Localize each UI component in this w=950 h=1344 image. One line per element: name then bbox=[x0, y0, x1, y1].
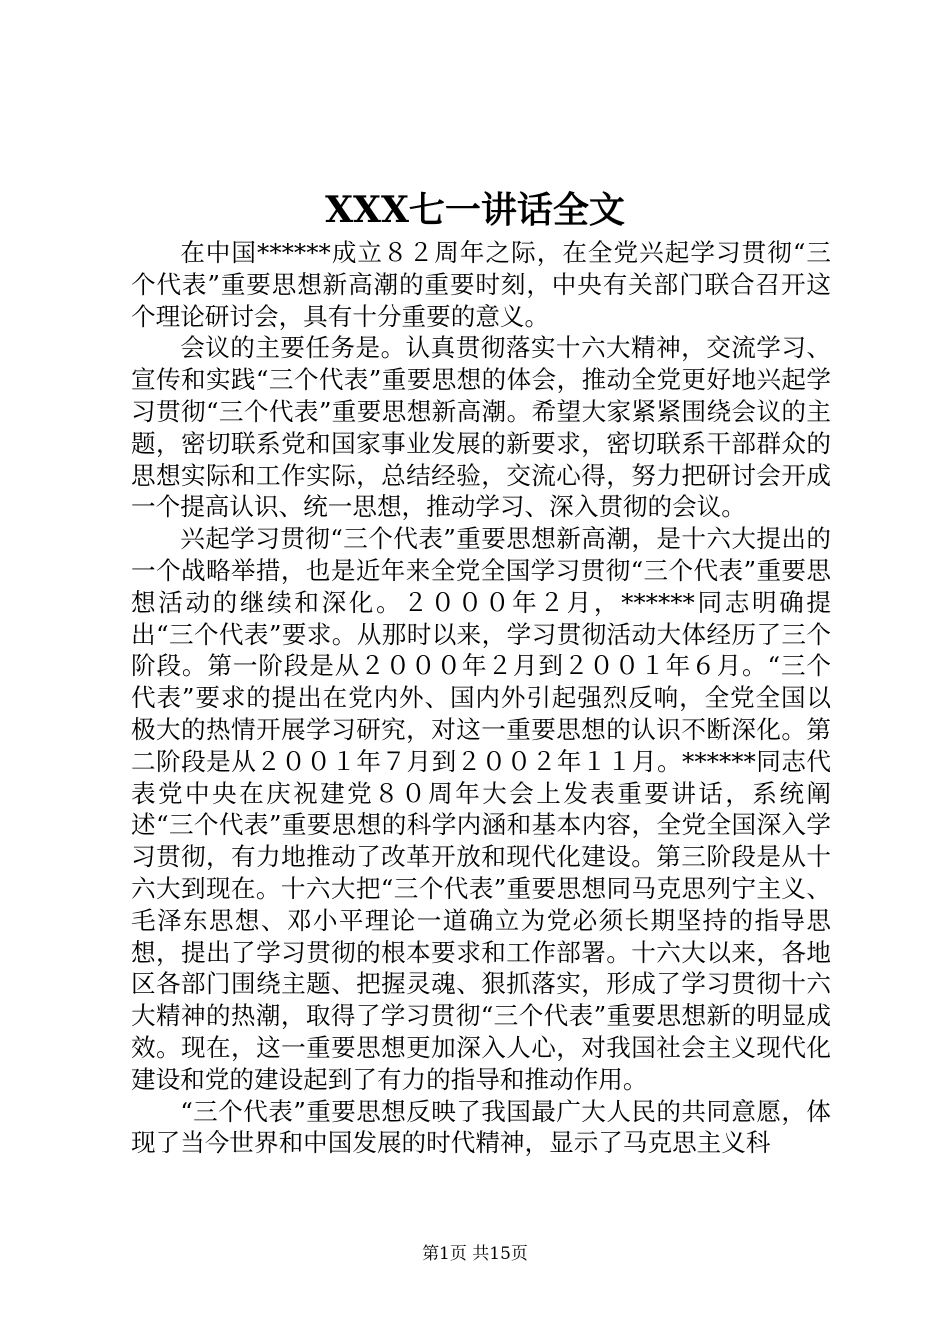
document-body bbox=[131, 237, 831, 1159]
page-number-footer: 第1页 共15页 bbox=[422, 1244, 528, 1264]
document-title: XXX七一讲话全文 bbox=[325, 189, 625, 231]
paragraph: 兴起学习贯彻“三个代表”重要思想新高潮，是十六大提出的一个战略举措，也是近年来全党全国学习贯彻“三个代表”重要思想活动的继续和深化。２０００年２月，******同志明确提出“三个代表”要求。从那时以来，学习贯彻活动大体经历了三个阶段。第一阶段是从２０００年２月到２００１年６月。“三个代表”要求的提出在党内外、国内外引起强烈反响，全党全国以极大的热情开展学习研究，对这一重要思想的认识不断深化。第二阶段是从２００１年７月到２００２年１１月。******同志代表党中央在庆祝建党８０周年大会上发表重要讲话，系统阐述“三个代表”重要思想的科学内涵和基本内容，全党全国深入学习贯彻，有力地推动了改革开放和现代化建设。第三阶段是从十六大到现在。十六大把“三个代表”重要思想同马克思列宁主义、毛泽东思想、邓小平理论一道确立为党必须长期坚持的指导思想，提出了学习贯彻的根本要求和工作部署。十六大以来，各地区各部门围绕主题、把握灵魂、狠抓落实，形成了学习贯彻十六大精神的热潮，取得了学习贯彻“三个代表”重要思想新的明显成效。现在，这一重要思想更加深入人心，对我国社会主义现代化建设和党的建设起到了有力的指导和推动作用。 bbox=[131, 524, 831, 1094]
paragraph: 会议的主要任务是。认真贯彻落实十六大精神，交流学习、宣传和实践“三个代表”重要思想的体会，推动全党更好地兴起学习贯彻“三个代表”重要思想新高潮。希望大家紧紧围绕会议的主题，密切联系党和国家事业发展的新要求，密切联系干部群众的思想实际和工作实际，总结经验，交流心得，努力把研讨会开成一个提高认识、统一思想，推动学习、深入贯彻的会议。 bbox=[131, 333, 831, 522]
paragraph: “三个代表”重要思想反映了我国最广大人民的共同意愿，体现了当今世界和中国发展的时代精神，显示了马克思主义科 bbox=[131, 1096, 831, 1158]
paragraph: 在中国******成立８２周年之际，在全党兴起学习贯彻“三个代表”重要思想新高潮的重要时刻，中央有关部门联合召开这个理论研讨会，具有十分重要的意义。 bbox=[131, 238, 831, 331]
